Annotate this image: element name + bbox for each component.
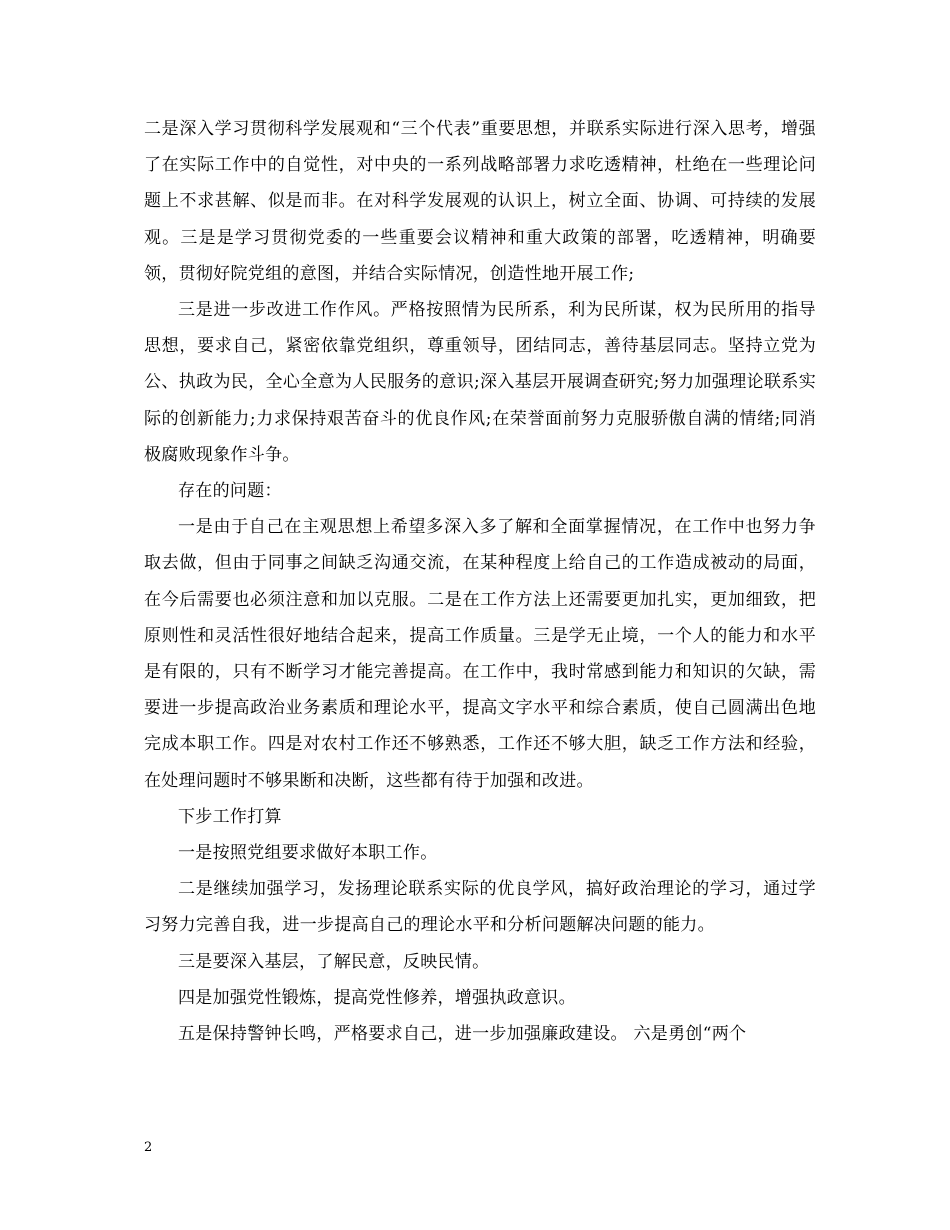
paragraph-9: 四是加强党性锻炼，提高党性修养，增强执政意识。: [178, 987, 576, 1008]
paragraph-6: 一是按照党组要求做好本职工作。: [178, 843, 438, 864]
document-body: [144, 111, 816, 1052]
paragraph-1: 二是深入学习贯彻科学发展观和“三个代表”重要思想，并联系实际进行深入思考，增强了在实际工作中的自觉性，对中央的一系列战略部署力求吃透精神，杜绝在一些理论问题上不求甚解、似是而非。在对科学发展观的认识上，树立全面、协调、可持续的发展观。三是是学习贯彻党委的一些重要会议精神和重大政策的部署，吃透精神，明确要领，贯彻好院党组的意图，并结合实际情况，创造性地开展工作;: [144, 119, 816, 284]
paragraph-3-heading: 存在的问题：: [178, 481, 282, 502]
paragraph-8: 三是要深入基层，了解民意，反映民情。: [178, 951, 490, 972]
paragraph-4: 一是由于自己在主观思想上希望多深入多了解和全面掌握情况，在工作中也努力争取去做，但由于同事之间缺乏沟通交流，在某种程度上给自己的工作造成被动的局面，在今后需要也必须注意和加以克服。二是在工作方法上还需要更加扎实，更加细致，把原则性和灵活性很好地结合起来，提高工作质量。三是学无止境，一个人的能力和水平是有限的，只有不断学习才能完善提高。在工作中，我时常感到能力和知识的欠缺，需要进一步提高政治业务素质和理论水平，提高文字水平和综合素质，使自己圆满出色地完成本职工作。四是对农村工作还不够熟悉，工作还不够大胆，缺乏工作方法和经验，在处理问题时不够果断和决断，这些都有待于加强和改进。: [144, 517, 816, 791]
page-number: 2: [144, 1140, 153, 1155]
paragraph-2: 三是进一步改进工作作风。严格按照情为民所系，利为民所谋，权为民所用的指导思想，要求自己，紧密依靠党组织，尊重领导，团结同志，善待基层同志。坚持立党为公、执政为民，全心全意为人民服务的意识;深入基层开展调查研究;努力加强理论联系实际的创新能力;力求保持艰苦奋斗的优良作风;在荣誉面前努力克服骄傲自满的情绪;同消极腐败现象作斗争。: [144, 300, 816, 465]
paragraph-5-heading: 下步工作打算: [178, 806, 282, 827]
paragraph-7: 二是继续加强学习，发扬理论联系实际的优良学风，搞好政治理论的学习，通过学习努力完善自我，进一步提高自己的理论水平和分析问题解决问题的能力。: [144, 879, 816, 936]
paragraph-10: 五是保持警钟长鸣，严格要求自己，进一步加强廉政建设。 六是勇创“两个: [178, 1024, 747, 1045]
